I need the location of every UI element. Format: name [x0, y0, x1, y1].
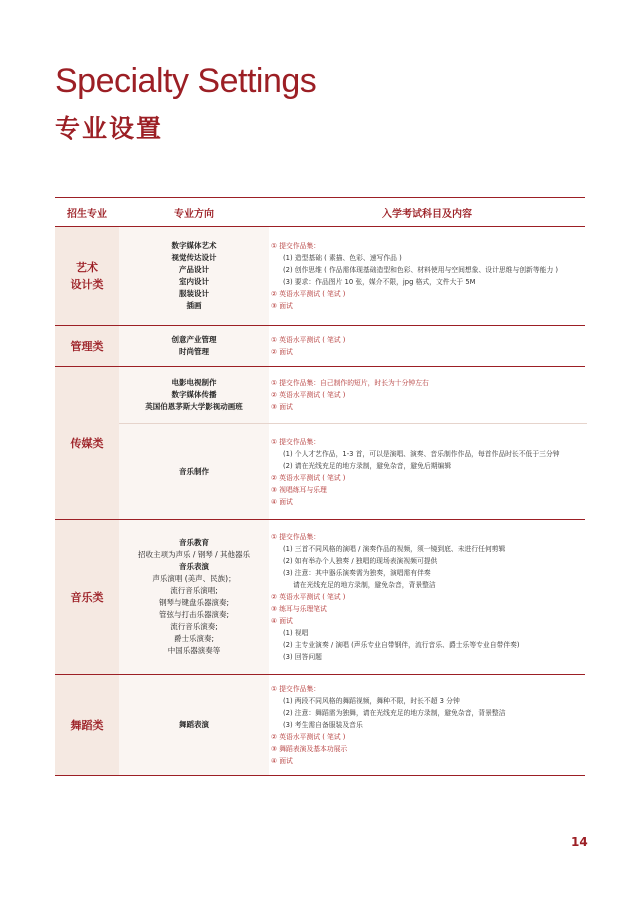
exam-line: (1) 个人才艺作品，1-3 首，可以是演唱、演奏、音乐制作作品，每首作品时长不低于三分钟 — [283, 449, 560, 458]
category-label: 传媒类 — [55, 367, 119, 519]
category-label: 艺术 设计类 — [55, 227, 119, 325]
table-body — [55, 227, 585, 776]
exam-line: ③ 面试 — [271, 403, 293, 411]
exam-line: ④ 面试 — [271, 617, 293, 625]
exam-line: (1) 造型基础 ( 素描、色彩、速写作品 ) — [283, 254, 402, 262]
exam-line: ② 英语水平测试 ( 笔试 ) — [271, 391, 346, 399]
direction-item: 中国乐器演奏等 — [167, 646, 221, 655]
direction-item: 流行音乐演唱; — [170, 586, 218, 595]
direction-item: 流行音乐演奏; — [170, 622, 218, 631]
table-row — [119, 227, 587, 325]
exam-line: ② 英语水平测试 ( 笔试 ) — [271, 290, 346, 298]
direction-item: 钢琴与键盘乐器演奏; — [158, 598, 230, 607]
exam-line: (3) 要求：作品图片 10 张，媒介不限，jpg 格式，文件大于 5M — [283, 278, 476, 286]
direction-item: 室内设计 — [179, 277, 209, 286]
exam-line: ① 提交作品集： — [271, 533, 321, 541]
table-row — [119, 423, 587, 519]
direction-item: 音乐教育 — [179, 538, 209, 547]
direction-cell — [119, 367, 269, 423]
direction-item: 产品设计 — [179, 265, 209, 274]
exam-line: 请在光线充足的地方录制，避免杂音，背景整洁 — [293, 581, 436, 589]
exam-line: ② 英语水平测试 ( 笔试 ) — [271, 733, 346, 741]
direction-cell — [119, 520, 269, 674]
direction-item: 招收主项为声乐 / 钢琴 / 其他器乐 — [137, 550, 251, 559]
exam-line: (1) 视唱 — [283, 629, 309, 637]
category-label: 管理类 — [55, 326, 119, 366]
exam-line: ② 英语水平测试 ( 笔试 ) — [271, 473, 346, 482]
direction-item: 舞蹈表演 — [179, 720, 209, 729]
category-label: 音乐类 — [55, 520, 119, 674]
table-header — [55, 197, 585, 227]
category-group — [55, 227, 585, 326]
exam-content-cell — [269, 367, 587, 423]
exam-line: ① 提交作品集： — [271, 437, 321, 446]
direction-item: 管弦与打击乐器演奏; — [158, 610, 230, 619]
direction-item: 服装设计 — [179, 289, 209, 298]
direction-item: 英国伯恩茅斯大学影视动画班 — [145, 402, 243, 411]
direction-item: 音乐表演 — [179, 562, 209, 571]
exam-line: (2) 注意：舞蹈需为独舞，请在光线充足的地方录制，避免杂音，背景整洁 — [283, 709, 506, 717]
exam-line: ① 英语水平测试 ( 笔试 ) — [271, 336, 346, 344]
exam-content-cell — [269, 326, 587, 366]
exam-line: (3) 回答问题 — [283, 653, 322, 661]
direction-item: 爵士乐演奏; — [173, 634, 215, 643]
header-major: 招生专业 — [67, 208, 107, 220]
exam-content-cell — [269, 227, 587, 325]
page-title-zh: 专业设置 — [55, 114, 164, 143]
exam-line: (1) 两段不同风格的舞蹈视频，舞种不限，时长不超 3 分钟 — [283, 697, 460, 705]
exam-line: ① 提交作品集： — [271, 242, 321, 250]
direction-item: 视觉传达设计 — [171, 253, 217, 262]
exam-line: ③ 面试 — [271, 302, 293, 310]
exam-line: (2) 主专业演奏 / 演唱 (声乐专业自带钢伴，流行音乐、爵士乐等专业自带伴奏) — [283, 641, 520, 649]
exam-content-cell — [269, 675, 587, 775]
header-direction: 专业方向 — [174, 208, 214, 220]
exam-line: (1) 三首不同风格的演唱 / 演奏作品的视频，须一镜到底、未进行任何剪辑 — [283, 545, 506, 553]
header-exam: 入学考试科目及内容 — [382, 208, 472, 220]
exam-line: ④ 面试 — [271, 497, 293, 506]
direction-item: 插画 — [186, 301, 202, 310]
direction-cell — [119, 326, 269, 366]
direction-item: 数字媒体艺术 — [171, 241, 217, 250]
category-group — [55, 675, 585, 776]
direction-item: 电影电视制作 — [171, 378, 217, 387]
direction-cell — [119, 675, 269, 775]
specialty-table — [55, 197, 585, 776]
direction-item: 创意产业管理 — [171, 335, 217, 344]
direction-item: 数字媒体传播 — [171, 390, 217, 399]
exam-line: (3) 考生需自备服装及音乐 — [283, 721, 363, 729]
exam-line: ① 提交作品集：自己制作的短片，时长为十分钟左右 — [271, 379, 429, 387]
table-row — [119, 367, 587, 423]
category-group — [55, 520, 585, 675]
exam-line: ② 面试 — [271, 348, 293, 356]
direction-cell — [119, 424, 269, 519]
page-number: 14 — [571, 835, 588, 849]
direction-item: 声乐演唱 (美声、民族)； — [152, 574, 236, 583]
exam-line: ① 提交作品集： — [271, 685, 321, 693]
table-row — [119, 326, 587, 366]
category-group — [55, 367, 585, 520]
direction-item: 时尚管理 — [179, 347, 209, 356]
exam-line: ③ 舞蹈表演及基本功展示 — [271, 745, 348, 753]
category-group — [55, 326, 585, 367]
exam-line: ② 英语水平测试 ( 笔试 ) — [271, 593, 346, 601]
exam-content-cell — [269, 520, 587, 674]
exam-line: ③ 练耳与乐理笔试 — [271, 605, 327, 613]
exam-line: (2) 请在光线充足的地方录制，避免杂音，避免后期编辑 — [283, 461, 452, 470]
exam-line: (2) 创作思维 ( 作品需体现基础造型和色彩、材料使用与空间想象、设计思维与创新等能力 ) — [283, 266, 559, 274]
exam-line: (2) 如有举办个人独奏 / 独唱的现场表演视频可提供 — [283, 557, 438, 565]
page-title-en: Specialty Settings — [55, 62, 317, 100]
exam-line: ③ 视唱练耳与乐理 — [271, 485, 327, 494]
exam-content-cell — [269, 424, 587, 519]
table-row — [119, 675, 587, 775]
exam-line: ④ 面试 — [271, 757, 293, 765]
category-label: 舞蹈类 — [55, 675, 119, 775]
exam-line: (3) 注意：其中器乐演奏需为独奏，演唱需有伴奏 — [283, 569, 431, 577]
direction-cell — [119, 227, 269, 325]
table-row — [119, 520, 587, 674]
direction-item: 音乐制作 — [179, 466, 209, 476]
